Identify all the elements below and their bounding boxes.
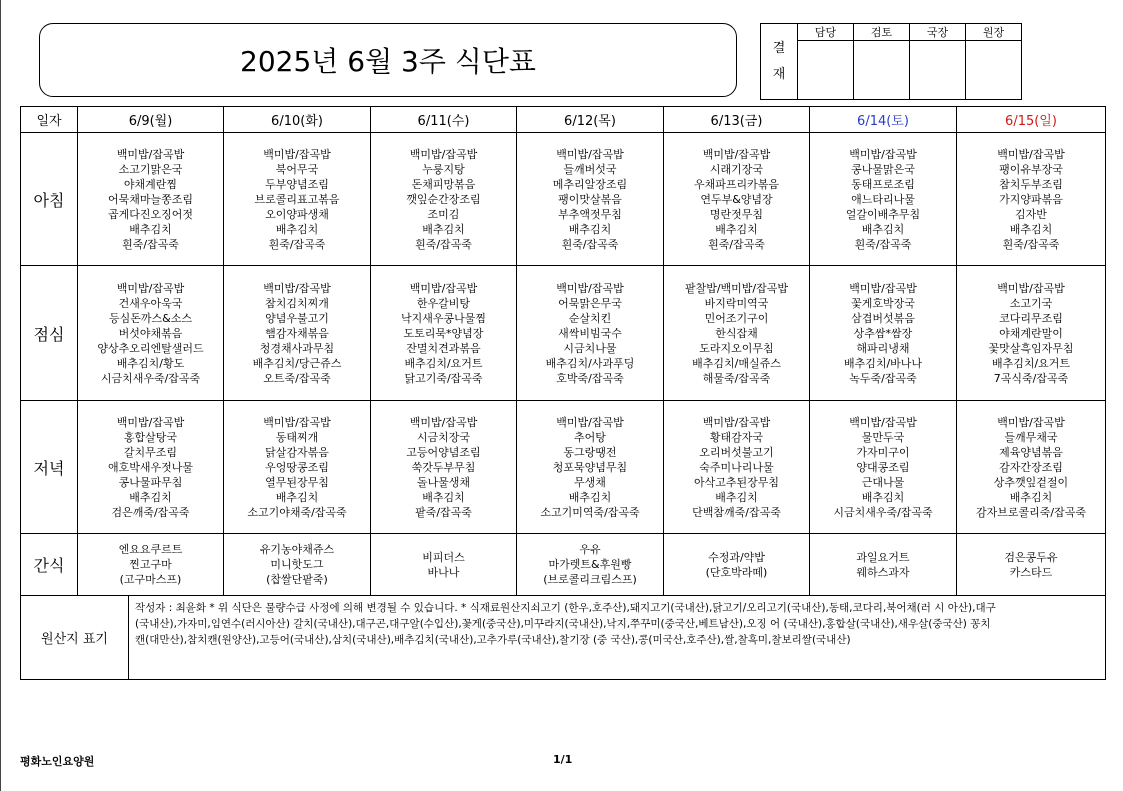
menu-item: 7곡식죽/잡곡죽 <box>993 371 1069 385</box>
menu-item: (고구마스프) <box>119 573 182 586</box>
menu-item: 햄감자채볶음 <box>265 326 329 340</box>
menu-item: 등심돈까스&소스 <box>109 311 192 325</box>
menu-item: 미니핫도그 <box>270 558 324 571</box>
menu-item: 가지양파볶음 <box>999 192 1063 206</box>
menu-cell <box>78 133 224 266</box>
menu-item: 백미밥/잡곡밥 <box>116 147 185 161</box>
menu-item: 백미밥/잡곡밥 <box>116 415 185 429</box>
date-header-row <box>21 107 1106 133</box>
date-header: 6/13(금) <box>664 107 810 133</box>
date-header: 6/12(목) <box>517 107 664 133</box>
menu-item: 곱게다진오징어젓 <box>107 207 193 221</box>
menu-item: 시래기장국 <box>709 162 764 176</box>
menu-item: 야채계란말이 <box>999 326 1063 340</box>
menu-item: 소고기야채죽/잡곡죽 <box>247 505 347 519</box>
menu-item: 참치두부조림 <box>999 177 1063 191</box>
menu-item: (브로콜리크림스프) <box>543 573 637 586</box>
approval-role: 국장 <box>910 24 966 41</box>
menu-item: 건새우아욱국 <box>118 296 183 310</box>
meal-label: 간식 <box>21 534 78 596</box>
menu-item: 감자간장조림 <box>999 460 1063 474</box>
menu-item: 마가렛트&후원빵 <box>548 558 632 571</box>
menu-item: 비피더스 <box>422 550 465 564</box>
date-header: 6/11(수) <box>371 107 517 133</box>
origin-inner <box>21 596 1105 679</box>
menu-item: 백미밥/잡곡밥 <box>263 147 331 161</box>
menu-item: 흰죽/잡곡죽 <box>122 237 179 251</box>
menu-item: 배추김치 <box>568 490 612 504</box>
origin-line: 캔(대만산),참치캔(원양산),고등어(국내산),삼치(국내산),배추김치(국내산),고추가루(국내산),찰기장 (중 국산),콩(미국산,호주산),쌀,찰흑미,찰보리쌀(국내산) <box>135 634 851 646</box>
menu-item: 배추김치 <box>422 490 465 504</box>
menu-item: 한식잡채 <box>715 326 758 340</box>
menu-item: 상추깻잎겉절이 <box>993 475 1069 489</box>
menu-item: 잔멸치견과볶음 <box>406 341 481 355</box>
approval-role: 담당 <box>798 24 854 41</box>
menu-cell <box>957 401 1106 534</box>
menu-item: 검은깨죽/잡곡죽 <box>111 505 190 519</box>
menu-item: 백미밥/잡곡밥 <box>849 415 917 429</box>
menu-item: 시금치나물 <box>563 341 617 355</box>
menu-item: 고등어양념조림 <box>406 445 481 459</box>
menu-item: 백미밥/잡곡밥 <box>702 415 771 429</box>
menu-item: 백미밥/잡곡밥 <box>556 281 624 295</box>
approval-label <box>761 24 798 100</box>
menu-item: 유기농야채쥬스 <box>259 543 335 556</box>
date-header: 6/10(화) <box>224 107 371 133</box>
menu-item: 콩나물맑은국 <box>851 162 915 176</box>
menu-item: 우유 <box>579 543 601 556</box>
menu-item: 백미밥/잡곡밥 <box>997 415 1065 429</box>
page-title: 2025년 6월 3주 식단표 <box>39 23 737 97</box>
menu-item: 백미밥/잡곡밥 <box>997 281 1065 295</box>
menu-item: 새싹비빔국수 <box>558 326 622 340</box>
menu-item: 조미김 <box>427 207 460 221</box>
menu-item: 배추김치 <box>568 222 612 236</box>
menu-item: 동태프로조림 <box>851 177 915 191</box>
menu-cell <box>664 401 810 534</box>
menu-item: 도토리묵*양념장 <box>403 326 484 340</box>
page-left-border <box>0 0 1 791</box>
menu-cell <box>810 401 957 534</box>
menu-item: 팽이유부장국 <box>999 162 1063 176</box>
menu-item: 명란젓무침 <box>709 207 764 221</box>
origin-label: 원산지 표기 <box>21 596 129 679</box>
menu-item: 배추김치/요거트 <box>991 356 1071 370</box>
menu-cell <box>224 534 371 596</box>
menu-item: 녹두죽/잡곡죽 <box>849 371 917 385</box>
approval-role: 검토 <box>854 24 910 41</box>
menu-item: 돈채피망볶음 <box>411 177 476 191</box>
menu-item: 배추김치 <box>715 490 758 504</box>
meal-row-dinner <box>21 401 1106 534</box>
menu-item: 낙지새우콩나물찜 <box>400 311 486 325</box>
menu-item: 애호박새우젓나물 <box>107 460 193 474</box>
approval-signature-box[interactable] <box>966 41 1022 100</box>
menu-cell <box>664 266 810 401</box>
menu-item: 소고기맑은국 <box>118 162 183 176</box>
menu-item: 양상추오리엔탈샐러드 <box>97 341 204 355</box>
menu-item: 백미밥/잡곡밥 <box>997 147 1065 161</box>
menu-item: 홍합살탕국 <box>123 430 178 444</box>
menu-item: 부추액젓무침 <box>558 207 622 221</box>
menu-item: 시금치장국 <box>416 430 471 444</box>
menu-item: 백미밥/잡곡밥 <box>409 147 478 161</box>
menu-cell <box>517 401 664 534</box>
menu-item: 물만두국 <box>861 430 905 444</box>
menu-item: 백미밥/잡곡밥 <box>556 415 624 429</box>
menu-item: 백미밥/잡곡밥 <box>409 281 478 295</box>
menu-item: 꽃맛살흑임자무침 <box>988 341 1074 355</box>
menu-item: 백미밥/잡곡밥 <box>849 147 917 161</box>
menu-item: 배추김치 <box>275 490 319 504</box>
menu-item: 우엉땅콩조림 <box>265 460 329 474</box>
menu-item: 백미밥/잡곡밥 <box>263 281 331 295</box>
menu-item: 배추김치 <box>422 222 465 236</box>
menu-item: 근대나물 <box>861 475 905 489</box>
menu-item: 어묵맑은무국 <box>558 296 622 310</box>
menu-item: 엔요요쿠르트 <box>118 543 183 556</box>
footer-organization: 평화노인요양원 <box>20 755 95 768</box>
menu-item: 꽃게호박장국 <box>851 296 915 310</box>
approval-label-bottom: 재 <box>772 66 786 82</box>
meal-label: 아침 <box>21 133 78 266</box>
menu-item: 소고기미역죽/잡곡죽 <box>540 505 640 519</box>
menu-item: 배추김치/당근쥬스 <box>252 356 342 370</box>
menu-item: 애느타리나물 <box>851 192 915 206</box>
menu-item: 오이양파생채 <box>265 207 329 221</box>
menu-item: 순살치킨 <box>568 311 612 325</box>
menu-item: 북어무국 <box>275 162 319 176</box>
menu-item: 배추김치 <box>275 222 319 236</box>
date-header-saturday: 6/14(토) <box>810 107 957 133</box>
menu-cell <box>957 133 1106 266</box>
meal-label: 점심 <box>21 266 78 401</box>
menu-item: 바나나 <box>427 565 460 579</box>
menu-cell <box>664 534 810 596</box>
origin-row <box>21 596 1106 680</box>
menu-item: 바지락미역국 <box>704 296 769 310</box>
menu-item: 팽이맛살볶음 <box>558 192 622 206</box>
menu-item: 숙주미나리나물 <box>699 460 774 474</box>
menu-item: 감자브로콜리죽/잡곡죽 <box>976 505 1086 519</box>
menu-cell <box>371 534 517 596</box>
menu-item: 쑥갓두부무침 <box>411 460 476 474</box>
approval-signature-box[interactable] <box>910 41 966 100</box>
menu-item: 아삭고추된장무침 <box>693 475 779 489</box>
menu-item: 백미밥/잡곡밥 <box>556 147 624 161</box>
menu-item: 메추리알장조림 <box>552 177 628 191</box>
menu-item: 참치김치찌개 <box>265 296 329 310</box>
menu-item: 배추김치/황도 <box>116 356 185 370</box>
menu-item: 연두부&양념장 <box>700 192 773 206</box>
menu-item: 들깨무채국 <box>1004 430 1058 444</box>
menu-item: 얼갈이배추무침 <box>845 207 921 221</box>
menu-item: 깻잎순간장조림 <box>406 192 481 206</box>
menu-item: 배추김치 <box>715 222 758 236</box>
approval-signature-box[interactable] <box>798 41 854 100</box>
menu-item: 백미밥/잡곡밥 <box>409 415 478 429</box>
menu-item: 흰죽/잡곡죽 <box>708 237 765 251</box>
menu-item: 오트죽/잡곡죽 <box>263 371 331 385</box>
meal-row-breakfast <box>21 133 1106 266</box>
menu-cell <box>664 133 810 266</box>
origin-line: 작성자 : 최윤화 * 위 식단은 물량수급 사정에 의해 변경될 수 있습니다. * 식재료원산지쇠고기 (한우,호주산),돼지고기(국내산),닭고기/오리고기(국내산),동태,코다리,북어채(러 시 아산),대구 <box>135 602 996 614</box>
menu-item: 추어탕 <box>574 430 606 444</box>
meal-row-lunch <box>21 266 1106 401</box>
menu-item: 찐고구마 <box>129 558 172 571</box>
menu-item: (단호박라떼) <box>705 565 768 579</box>
menu-item: 삼겹버섯볶음 <box>851 311 915 325</box>
menu-item: 흰죽/잡곡죽 <box>561 237 619 251</box>
menu-item: 청포묵양념무침 <box>552 460 628 474</box>
menu-item: 배추김치 <box>861 222 905 236</box>
menu-item: 백미밥/잡곡밥 <box>263 415 331 429</box>
menu-item: 김자반 <box>1015 207 1047 221</box>
menu-cell <box>810 133 957 266</box>
menu-cell <box>517 534 664 596</box>
menu-cell <box>224 401 371 534</box>
menu-cell <box>957 534 1106 596</box>
menu-cell <box>810 266 957 401</box>
menu-item: 흰죽/잡곡죽 <box>854 237 912 251</box>
menu-cell <box>371 133 517 266</box>
menu-item: 흰죽/잡곡죽 <box>415 237 472 251</box>
menu-item: 카스타드 <box>1009 565 1053 579</box>
menu-item: 배추김치 <box>129 490 172 504</box>
menu-item: 팥죽/잡곡죽 <box>415 505 472 519</box>
menu-item: 들깨버섯국 <box>563 162 617 176</box>
menu-item: 코다리무조림 <box>999 311 1063 325</box>
menu-item: 두부양념조림 <box>265 177 329 191</box>
origin-line: (국내산),가자미,임연수(러시아산) 갈치(국내산),대구곤,대구알(수입산),꽃게(중국산),미꾸라지(국내산),낙지,쭈꾸미(중국산,베트남산),오징 어 (국내산),홍합살(국내산),새우살(중국산) 꽁치 <box>135 618 991 630</box>
menu-item: 돌나물생채 <box>416 475 471 489</box>
menu-item: 동태찌개 <box>275 430 319 444</box>
meal-row-snack <box>21 534 1106 596</box>
menu-item: 우채파프리카볶음 <box>693 177 779 191</box>
menu-item: 백미밥/잡곡밥 <box>116 281 185 295</box>
menu-cell <box>224 133 371 266</box>
menu-item: 과일요거트 <box>856 550 910 564</box>
approval-role: 원장 <box>966 24 1022 41</box>
menu-item: 배추김치/바나나 <box>843 356 923 370</box>
approval-signature-box[interactable] <box>854 41 910 100</box>
menu-item: 소고기국 <box>1009 296 1053 310</box>
menu-item: 콩나물파무침 <box>118 475 183 489</box>
menu-item: 단백참깨죽/잡곡죽 <box>692 505 781 519</box>
date-header: 6/9(월) <box>78 107 224 133</box>
menu-cell <box>371 401 517 534</box>
menu-item: 수정과/약밥 <box>708 550 765 564</box>
menu-item: 누룽지탕 <box>422 162 465 176</box>
menu-item: (찹쌀단팥죽) <box>266 573 328 586</box>
menu-item: 양념우불고기 <box>265 311 329 325</box>
menu-item: 배추김치 <box>129 222 172 236</box>
menu-item: 황태감자국 <box>709 430 764 444</box>
menu-item: 배추김치/요거트 <box>404 356 483 370</box>
menu-item: 백미밥/잡곡밥 <box>702 147 771 161</box>
date-header-sunday: 6/15(일) <box>957 107 1106 133</box>
menu-item: 호박죽/잡곡죽 <box>556 371 624 385</box>
approval-box <box>760 23 1022 100</box>
menu-item: 흰죽/잡곡죽 <box>268 237 326 251</box>
menu-table <box>20 106 1106 680</box>
menu-item: 브로콜리표고볶음 <box>254 192 340 206</box>
menu-cell <box>78 401 224 534</box>
menu-item: 해파리냉채 <box>856 341 910 355</box>
menu-cell <box>224 266 371 401</box>
menu-item: 시금치새우죽/잡곡죽 <box>100 371 201 385</box>
origin-text <box>129 596 1106 679</box>
menu-item: 제육양념볶음 <box>999 445 1063 459</box>
menu-item: 웨하스과자 <box>856 565 910 579</box>
menu-cell <box>78 534 224 596</box>
menu-item: 도라지오이무침 <box>699 341 774 355</box>
menu-item: 갈치무조림 <box>123 445 178 459</box>
meal-label: 저녁 <box>21 401 78 534</box>
origin-content-cell <box>21 596 1106 680</box>
menu-item: 어묵채마늘쫑조림 <box>107 192 193 206</box>
menu-item: 해물죽/잡곡죽 <box>702 371 771 385</box>
date-row-label: 일자 <box>21 107 78 133</box>
menu-item: 닭고기죽/잡곡죽 <box>404 371 483 385</box>
menu-item: 배추김치 <box>861 490 905 504</box>
menu-item: 배추김치/매실쥬스 <box>692 356 781 370</box>
menu-cell <box>957 266 1106 401</box>
menu-cell <box>517 266 664 401</box>
approval-label-top: 결 <box>772 40 786 56</box>
menu-item: 배추김치/사과푸딩 <box>545 356 635 370</box>
menu-item: 백미밥/잡곡밥 <box>849 281 917 295</box>
menu-item: 열무된장무침 <box>265 475 329 489</box>
menu-item: 가자미구이 <box>856 445 910 459</box>
menu-item: 흰죽/잡곡죽 <box>1002 237 1060 251</box>
menu-item: 야채계란찜 <box>123 177 178 191</box>
menu-cell <box>371 266 517 401</box>
menu-item: 닭살감자볶음 <box>265 445 329 459</box>
menu-item: 청경채사과무침 <box>259 341 335 355</box>
menu-item: 오리버섯불고기 <box>699 445 774 459</box>
menu-item: 동그랑땡전 <box>563 445 617 459</box>
menu-item: 무생채 <box>574 475 606 489</box>
menu-item: 양대콩조림 <box>856 460 910 474</box>
menu-cell <box>78 266 224 401</box>
menu-item: 검은콩두유 <box>1004 550 1058 564</box>
menu-item: 팥찰밥/백미밥/잡곡밥 <box>684 281 789 295</box>
menu-item: 배추김치 <box>1009 222 1053 236</box>
menu-item: 버섯야채볶음 <box>118 326 183 340</box>
menu-item: 배추김치 <box>1009 490 1053 504</box>
menu-cell <box>517 133 664 266</box>
menu-cell <box>810 534 957 596</box>
menu-item: 상추쌈*쌈장 <box>853 326 913 340</box>
menu-item: 시금치새우죽/잡곡죽 <box>833 505 933 519</box>
menu-item: 민어조기구이 <box>704 311 769 325</box>
footer-page-number: 1/1 <box>553 753 573 766</box>
menu-item: 한우갈비탕 <box>416 296 471 310</box>
